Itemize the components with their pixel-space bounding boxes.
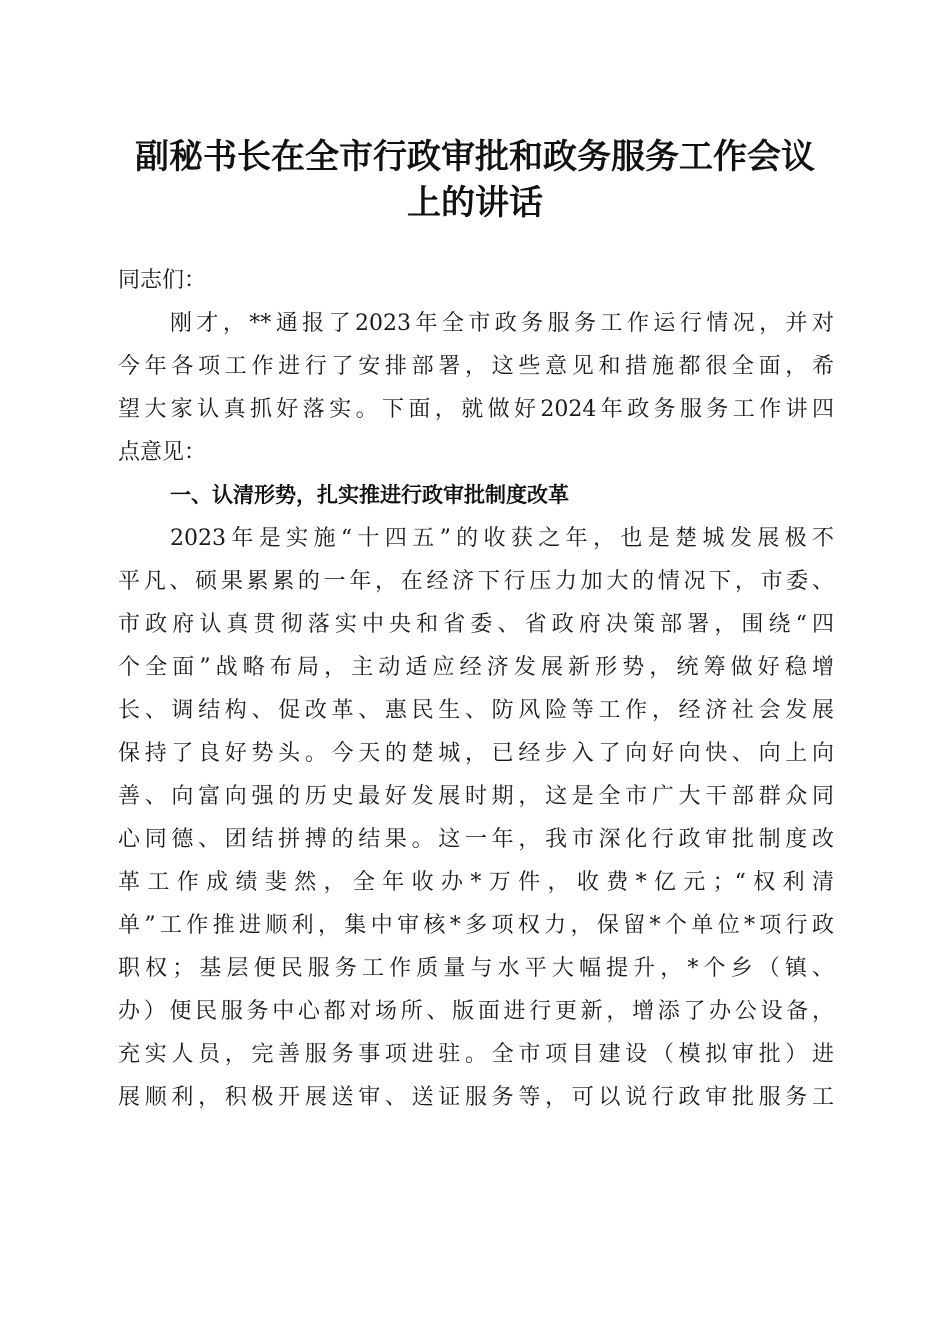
paragraph-intro bbox=[118, 302, 834, 474]
paragraph-line: 市政府认真贯彻落实中央和省委、省政府决策部署，围绕“四 bbox=[118, 612, 834, 637]
paragraph-line: 心同德、团结拼搏的结果。这一年，我市深化行政审批制度改 bbox=[118, 827, 834, 852]
paragraph-section-1 bbox=[118, 517, 834, 1119]
paragraph-line: 办）便民服务中心都对场所、版面进行更新，增添了办公设备， bbox=[118, 999, 834, 1024]
paragraph-line: 职权；基层便民服务工作质量与水平大幅提升，*个乡（镇、 bbox=[118, 956, 834, 981]
paragraph-line: 今年各项工作进行了安排部署，这些意见和措施都很全面，希 bbox=[118, 354, 834, 379]
document-body bbox=[118, 259, 834, 1119]
paragraph-line: 个全面”战略布局，主动适应经济发展新形势，统筹做好稳增 bbox=[118, 655, 834, 680]
paragraph-line: 点意见： bbox=[118, 440, 207, 465]
paragraph-line: 望大家认真抓好落实。下面，就做好2024年政务服务工作讲四 bbox=[118, 397, 834, 422]
paragraph-line: 充实人员，完善服务事项进驻。全市项目建设（模拟审批）进 bbox=[118, 1042, 834, 1067]
section-heading: 一、认清形势，扎实推进行政审批制度改革 bbox=[170, 483, 569, 507]
paragraph-line: 平凡、硕果累累的一年，在经济下行压力加大的情况下，市委、 bbox=[118, 569, 834, 594]
paragraph-line: 刚才，**通报了2023年全市政务服务工作运行情况，并对 bbox=[170, 311, 834, 336]
paragraph-line: 单”工作推进顺利，集中审核*多项权力，保留*个单位*项行政 bbox=[118, 913, 834, 938]
title-line-2: 上的讲话 bbox=[407, 183, 543, 223]
paragraph-line: 革工作成绩斐然，全年收办*万件，收费*亿元；“权利清 bbox=[118, 870, 834, 895]
paragraph-line: 善、向富向强的历史最好发展时期，这是全市广大干部群众同 bbox=[118, 784, 834, 809]
paragraph-line: 保持了良好势头。今天的楚城，已经步入了向好向快、向上向 bbox=[118, 741, 834, 766]
paragraph-line: 展顺利，积极开展送审、送证服务等，可以说行政审批服务工 bbox=[118, 1085, 834, 1110]
document-title bbox=[100, 134, 850, 226]
title-line-1: 副秘书长在全市行政审批和政务服务工作会议 bbox=[135, 137, 815, 177]
salutation: 同志们： bbox=[118, 268, 207, 293]
paragraph-line: 2023年是实施“十四五”的收获之年，也是楚城发展极不 bbox=[170, 526, 834, 551]
paragraph-line: 长、调结构、促改革、惠民生、防风险等工作，经济社会发展 bbox=[118, 698, 834, 723]
